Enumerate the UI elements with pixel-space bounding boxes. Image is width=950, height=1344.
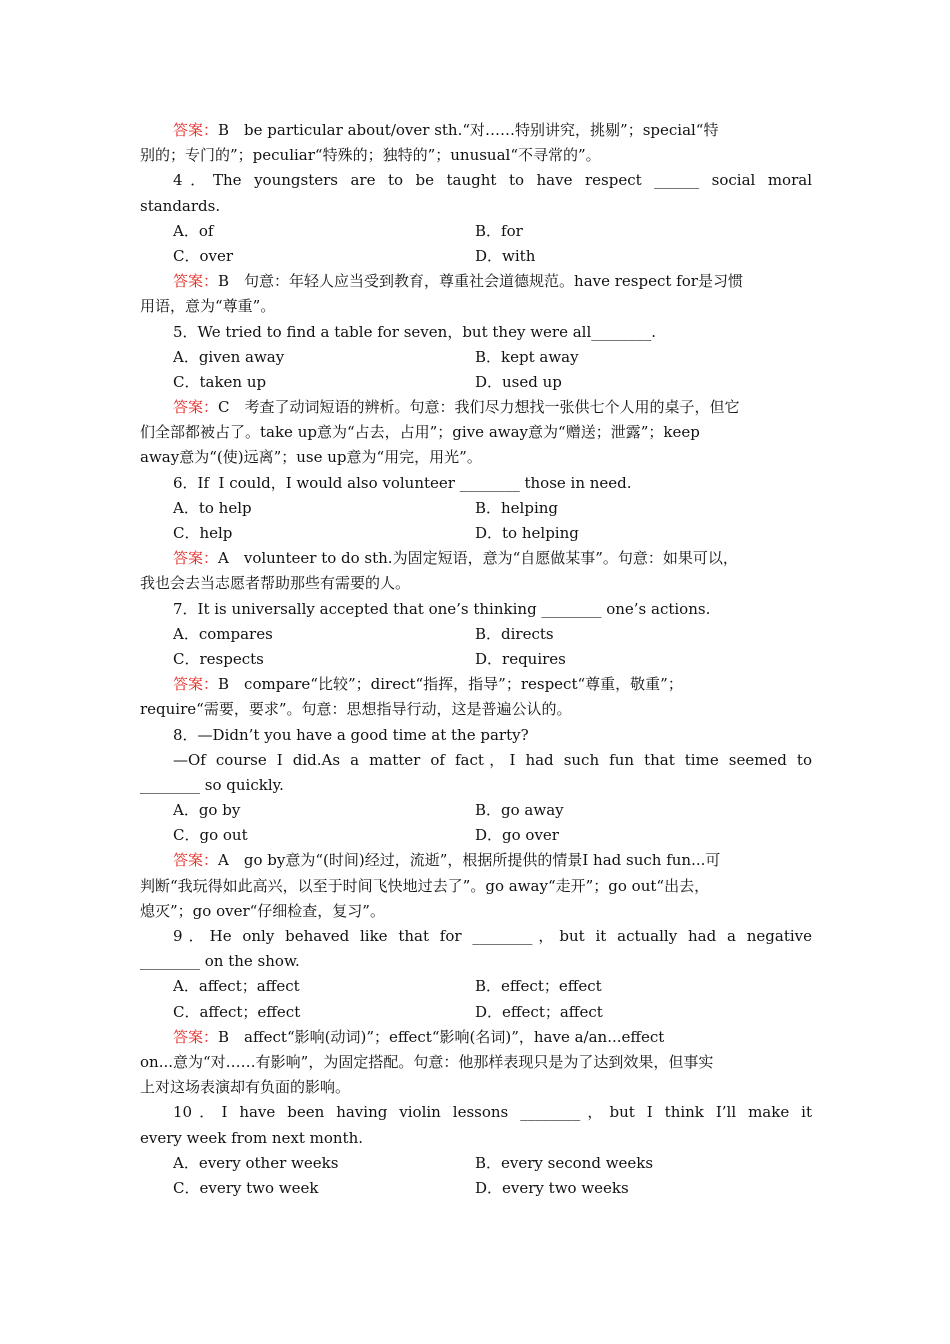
option-row: [140, 798, 812, 823]
option-row: [140, 219, 812, 244]
question-block: [140, 471, 812, 547]
line-text: 7．It is universally accepted that one’s thinking ________ one’s actions.: [173, 599, 711, 618]
question-line: [140, 597, 812, 622]
answer-block: [140, 395, 812, 471]
answer-line: [140, 899, 812, 924]
answer-line: [140, 848, 812, 873]
question-line: [140, 168, 812, 193]
answer-line: [140, 874, 812, 899]
option-row: [140, 622, 812, 647]
line-text: B 句意：年轻人应当受到教育，尊重社会道德规范。have respect for是习惯: [218, 272, 743, 291]
line-text: B compare“比较”；direct“指挥，指导”；respect“尊重，敬重”；: [218, 675, 683, 694]
answer-option: B．for: [475, 221, 523, 240]
answer-line: [140, 395, 812, 420]
answer-line: [140, 1075, 812, 1100]
line-text: 10．I have been having violin lessons ________，but I think I’ll make it: [173, 1103, 812, 1122]
answer-label: 答案：: [173, 851, 219, 870]
question-line: [140, 748, 812, 773]
answer-option: A．affect；affect: [173, 977, 300, 996]
line-text: 我也会去当志愿者帮助那些有需要的人。: [140, 574, 411, 593]
answer-line: [140, 143, 812, 168]
answer-line: [140, 294, 812, 319]
option-row: [140, 496, 812, 521]
question-block: [140, 723, 812, 849]
question-line: [140, 194, 812, 219]
line-text: A volunteer to do sth.为固定短语，意为“自愿做某事”。句意：如果可以，: [218, 549, 738, 568]
answer-option: A．given away: [173, 347, 285, 366]
answer-option: D．go over: [475, 826, 559, 845]
answer-option: B．go away: [475, 801, 564, 820]
answer-option: B．kept away: [475, 347, 579, 366]
answer-option: C．over: [173, 246, 234, 265]
question-block: [140, 168, 812, 269]
answer-option: C．every two week: [173, 1178, 319, 1197]
answer-label: 答案：: [173, 398, 219, 417]
question-line: [140, 949, 812, 974]
line-text: B be particular about/over sth.“对……特别讲究，挑剔”；special“特: [218, 121, 719, 139]
line-text: on...意为“对……有影响”，为固定搭配。句意：他那样表现只是为了达到效果，但事实: [140, 1052, 714, 1071]
answer-label: 答案：: [173, 121, 219, 139]
line-text: standards.: [140, 196, 221, 215]
option-row: [140, 521, 812, 546]
answer-label: 答案：: [173, 675, 219, 694]
answer-line: [140, 445, 812, 470]
line-text: ________ so quickly.: [140, 775, 284, 794]
answer-line: [140, 672, 812, 697]
question-line: [140, 723, 812, 748]
question-block: [140, 1100, 812, 1201]
answer-option: B．directs: [475, 624, 554, 643]
answer-line: [140, 571, 812, 596]
line-text: 5．We tried to find a table for seven，but they were all________.: [173, 322, 657, 341]
line-text: 上对这场表演却有负面的影响。: [140, 1078, 351, 1097]
option-row: [140, 370, 812, 395]
option-row: [140, 974, 812, 999]
answer-option: D．to helping: [475, 524, 579, 542]
answer-block: [140, 546, 812, 596]
answer-block: [140, 672, 812, 722]
line-text: C 考查了动词短语的辨析。句意：我们尽力想找一张供七个人用的桌子，但它: [218, 398, 740, 417]
option-row: [140, 1151, 812, 1176]
answer-option: B．effect；effect: [475, 977, 602, 996]
question-line: [140, 1126, 812, 1151]
answer-option: B．every second weeks: [475, 1153, 654, 1172]
line-text: B affect“影响(动词)”；effect“影响(名词)”，have a/an...effect: [218, 1027, 665, 1046]
answer-block: [140, 269, 812, 319]
line-text: 8．—Didn’t you have a good time at the party?: [173, 725, 529, 744]
option-row: [140, 1176, 812, 1201]
answer-option: C．taken up: [173, 372, 267, 391]
line-text: 6．If I could，I would also volunteer ________ those in need.: [173, 473, 632, 492]
line-text: 判断“我玩得如此高兴，以至于时间飞快地过去了”。go away“走开”；go out“出去，: [140, 876, 710, 895]
question-block: [140, 320, 812, 396]
answer-block: [140, 118, 812, 168]
question-line: [140, 320, 812, 345]
answer-option: D．used up: [475, 372, 562, 391]
option-row: [140, 1000, 812, 1025]
answer-line: [140, 1050, 812, 1075]
question-line: [140, 773, 812, 798]
answer-option: C．go out: [173, 826, 248, 845]
answer-label: 答案：: [173, 1027, 219, 1046]
answer-line: [140, 546, 812, 571]
answer-line: [140, 420, 812, 445]
answer-option: D．effect；affect: [475, 1002, 603, 1021]
answer-option: C．help: [173, 524, 233, 542]
line-text: 别的；专门的”；peculiar“特殊的；独特的”；unusual“不寻常的”。: [140, 146, 601, 165]
answer-option: A．compares: [173, 624, 273, 643]
answer-option: D．with: [475, 246, 536, 265]
answer-option: B．helping: [475, 498, 559, 517]
answer-line: [140, 1025, 812, 1050]
answer-label: 答案：: [173, 549, 219, 568]
answer-label: 答案：: [173, 272, 219, 291]
line-text: every week from next month.: [140, 1128, 364, 1147]
answer-line: [140, 697, 812, 722]
answer-block: [140, 1025, 812, 1101]
answer-option: C．affect；effect: [173, 1002, 301, 1021]
question-block: [140, 597, 812, 673]
question-line: [140, 924, 812, 949]
answer-option: D．every two weeks: [475, 1178, 629, 1197]
line-text: require“需要，要求”。句意：思想指导行动，这是普遍公认的。: [140, 700, 572, 719]
option-row: [140, 244, 812, 269]
answer-option: D．requires: [475, 649, 566, 668]
line-text: 4．The youngsters are to be taught to have respect ______ social moral: [173, 171, 812, 190]
answer-option: C．respects: [173, 649, 264, 668]
question-line: [140, 1100, 812, 1125]
answer-block: [140, 848, 812, 924]
line-text: 9．He only behaved like that for ________，but it actually had a negative: [173, 927, 812, 945]
answer-option: A．of: [173, 221, 214, 240]
answer-line: [140, 269, 812, 294]
answer-option: A．go by: [173, 801, 241, 820]
line-text: 们全部都被占了。take up意为“占去，占用”；give away意为“赠送；泄露”；keep: [140, 423, 700, 442]
answer-line: [140, 118, 812, 143]
option-row: [140, 345, 812, 370]
line-text: away意为“(使)远离”；use up意为“用完，用光”。: [140, 448, 482, 467]
document-page: [140, 118, 812, 1201]
line-text: ________ on the show.: [140, 952, 300, 971]
option-row: [140, 647, 812, 672]
question-block: [140, 924, 812, 1025]
question-line: [140, 471, 812, 496]
line-text: A go by意为“(时间)经过，流逝”，根据所提供的情景I had such fun...可: [218, 851, 721, 870]
line-text: —Of course I did.As a matter of fact，I had such fun that time seemed to: [173, 750, 812, 769]
answer-option: A．every other weeks: [173, 1153, 339, 1172]
line-text: 熄灭”；go over“仔细检查，复习”。: [140, 901, 385, 920]
answer-option: A．to help: [173, 498, 252, 517]
option-row: [140, 823, 812, 848]
line-text: 用语，意为“尊重”。: [140, 297, 276, 316]
